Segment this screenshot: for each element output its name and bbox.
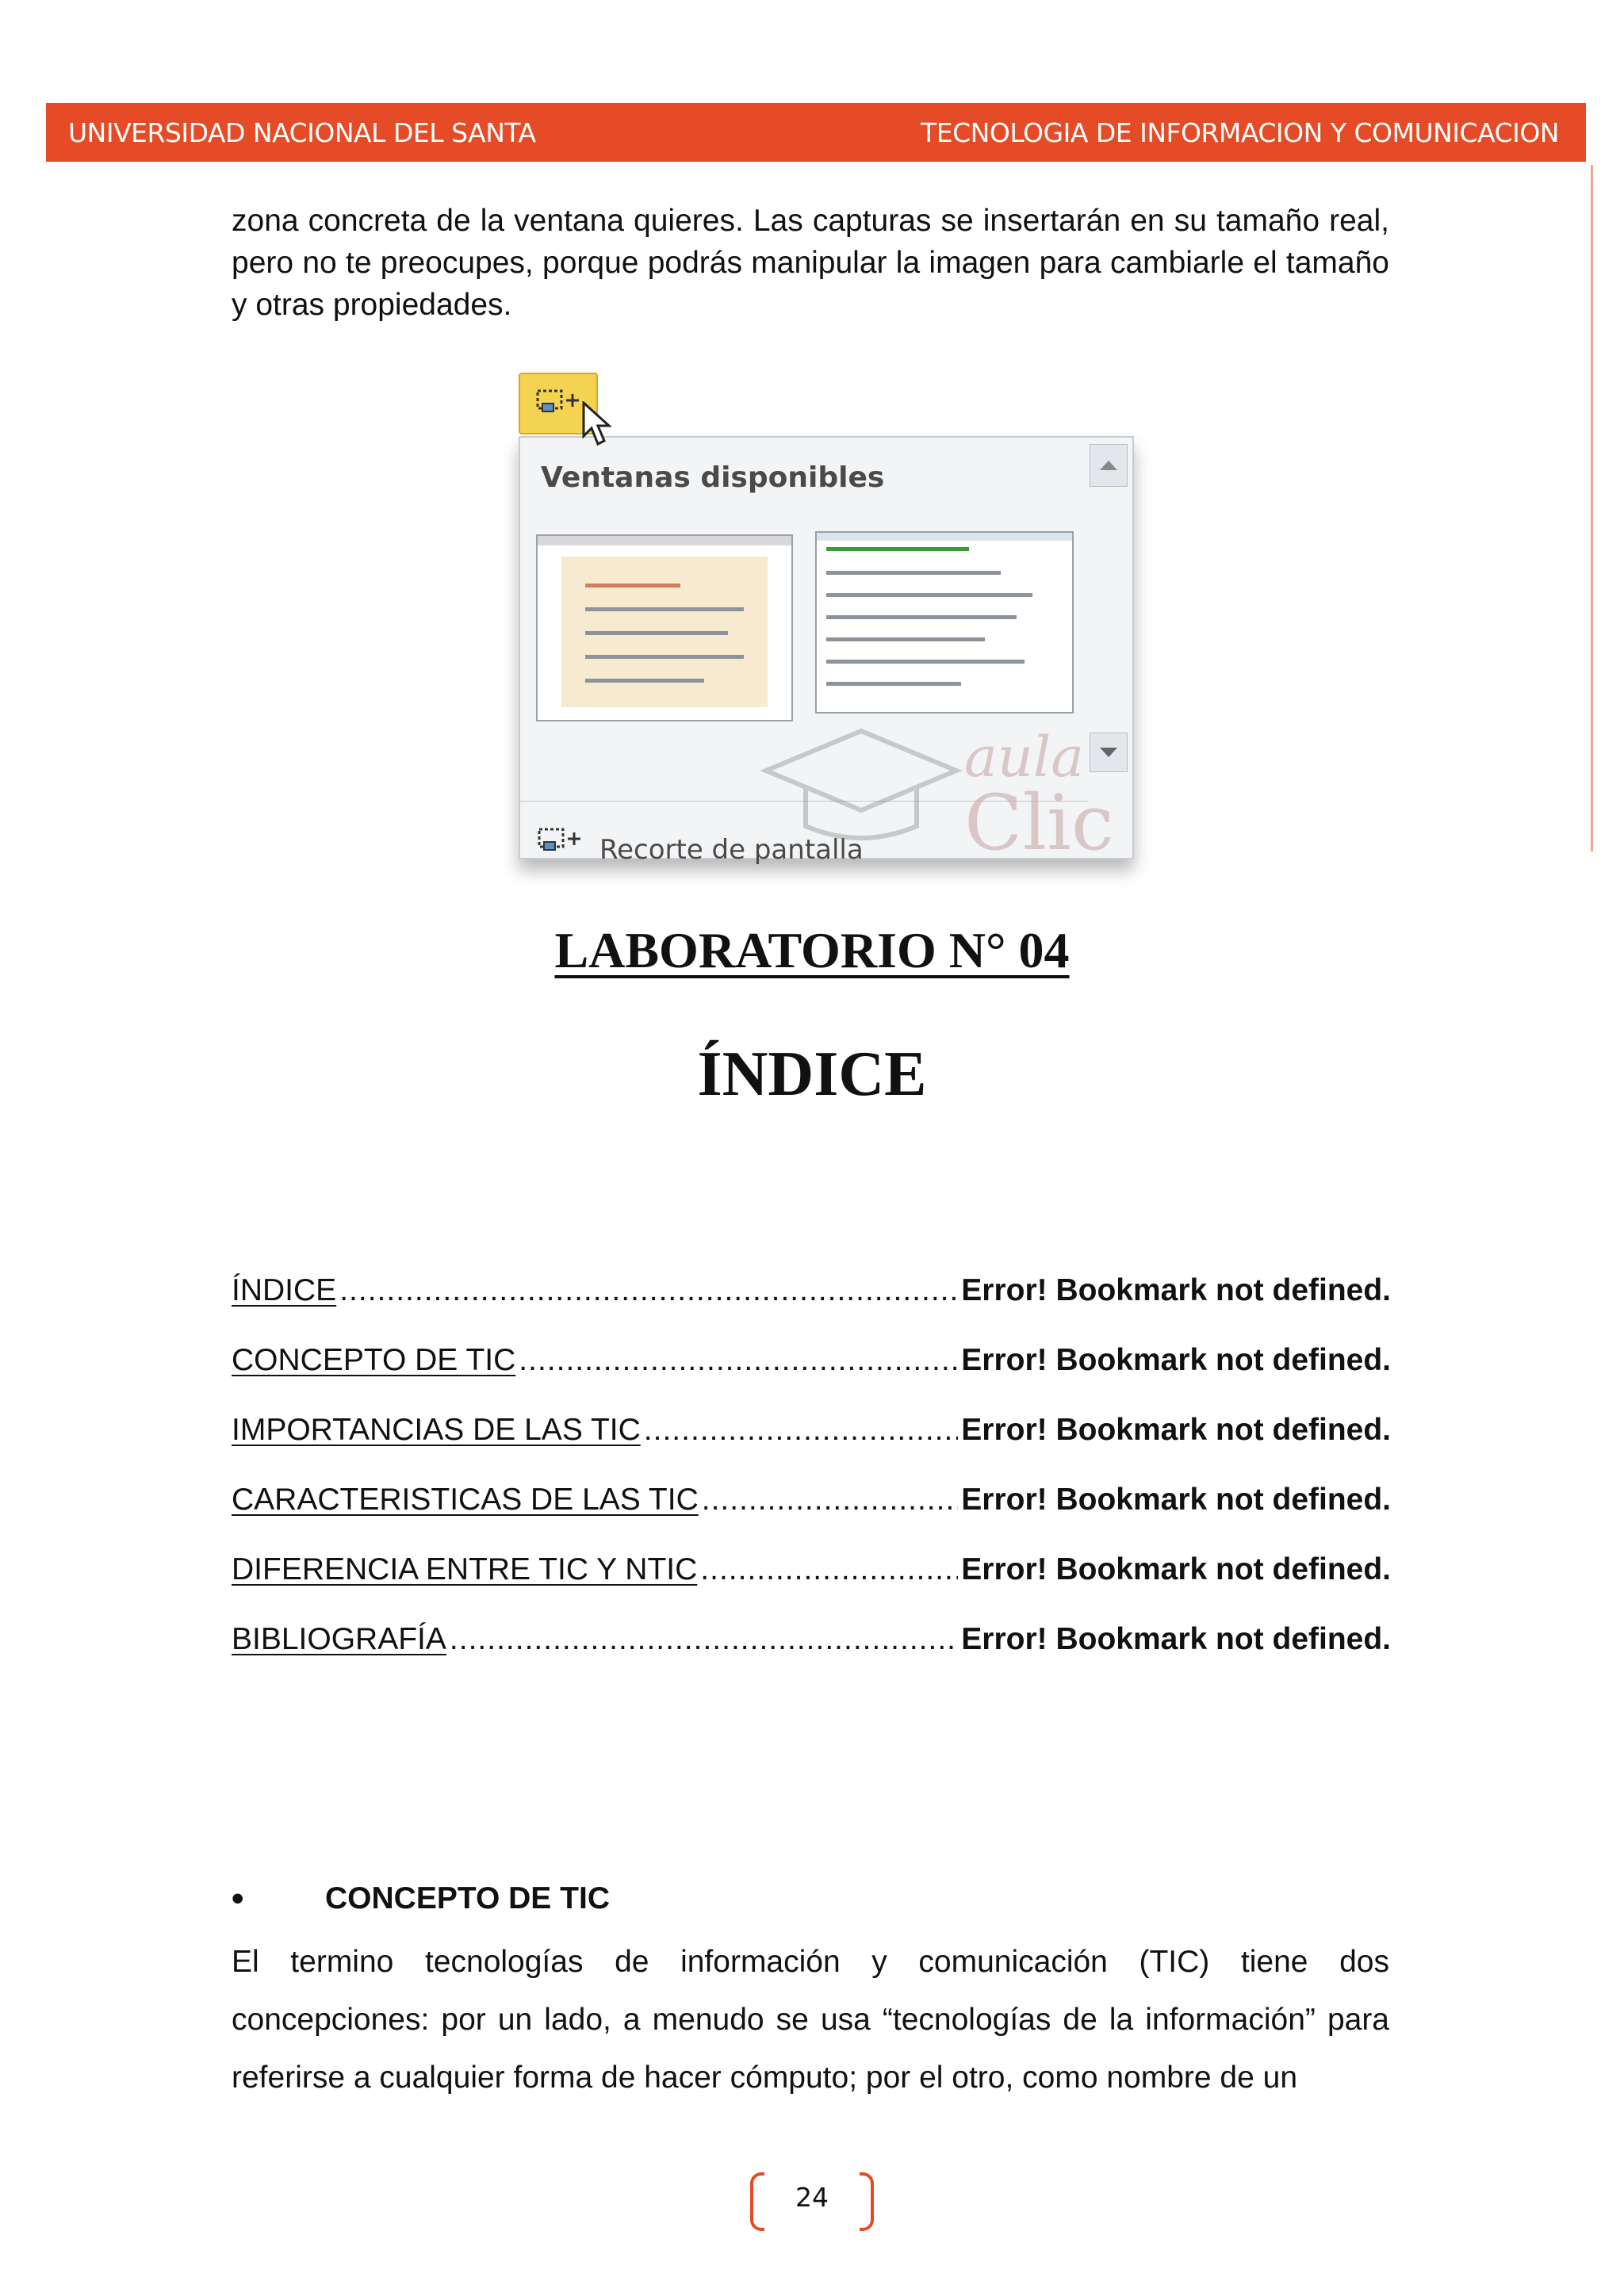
toc-leader-dots — [519, 1343, 958, 1378]
toc-error: Error! Bookmark not defined. — [961, 1413, 1391, 1447]
toc-error: Error! Bookmark not defined. — [961, 1622, 1391, 1656]
toc-leader-dots — [700, 1552, 958, 1587]
toc-leader-dots — [702, 1483, 959, 1517]
toc-entry[interactable] — [232, 1343, 1391, 1413]
header-right: TECNOLOGIA DE INFORMACION Y COMUNICACION — [921, 117, 1559, 148]
toc-entry[interactable] — [232, 1273, 1391, 1343]
toc-link[interactable]: CARACTERISTICAS DE LAS TIC — [232, 1483, 699, 1517]
scroll-up-icon — [1090, 445, 1127, 486]
page-number — [750, 2172, 874, 2228]
toc-leader-dots — [644, 1413, 958, 1448]
page-number-text: 24 — [795, 2182, 829, 2213]
screen-clipping-icon — [536, 823, 587, 864]
available-windows-title: Ventanas disponibles — [541, 461, 885, 494]
toc-leader-dots — [339, 1273, 958, 1308]
toc-entry[interactable] — [232, 1552, 1391, 1622]
scroll-up-button — [1090, 444, 1128, 487]
scroll-down-icon — [1090, 733, 1127, 771]
toc-error: Error! Bookmark not defined. — [961, 1552, 1391, 1586]
toc-link[interactable]: CONCEPTO DE TIC — [232, 1343, 516, 1377]
lab-title: LABORATORIO N° 04 — [554, 922, 1070, 978]
watermark-aula: aula — [964, 725, 1084, 790]
window-thumbnail-browser — [536, 534, 793, 721]
toc-error: Error! Bookmark not defined. — [961, 1483, 1391, 1517]
section-heading-text: CONCEPTO DE TIC — [325, 1881, 610, 1915]
toc-entry[interactable] — [232, 1622, 1391, 1692]
screen-clipping-label: Recorte de pantalla — [599, 834, 864, 866]
header-left: UNIVERSIDAD NACIONAL DEL SANTA — [68, 117, 536, 148]
scroll-down-button — [1090, 733, 1128, 772]
available-windows-panel — [519, 436, 1134, 867]
toc-link[interactable]: IMPORTANCIAS DE LAS TIC — [232, 1413, 641, 1447]
toc-leader-dots — [450, 1622, 958, 1657]
intro-paragraph: zona concreta de la ventana quieres. Las capturas se insertarán en su tamaño real, pero no te preocupes, porque podrás manipular la imagen para cambiarle el tamaño y otras propiedades. — [232, 204, 1389, 322]
toc-error: Error! Bookmark not defined. — [961, 1343, 1391, 1377]
toc-link[interactable]: ÍNDICE — [232, 1273, 337, 1307]
window-thumbnail-editor — [815, 531, 1074, 714]
toc-link[interactable]: DIFERENCIA ENTRE TIC Y NTIC — [232, 1552, 698, 1586]
section-heading — [232, 1879, 610, 1919]
toc-link[interactable]: BIBLIOGRAFÍA — [232, 1622, 446, 1656]
graduation-cap-watermark-icon — [758, 723, 964, 842]
table-of-contents — [232, 1273, 1391, 1692]
screenshot-figure — [519, 373, 1137, 867]
index-title: ÍNDICE — [697, 1039, 927, 1109]
watermark-clic: Clic — [964, 779, 1114, 867]
screen-clip-icon — [534, 386, 582, 421]
section-paragraph: El termino tecnologías de información y comunicación (TIC) tiene dos concepciones: por un lado, a menudo se usa “tecnologías de la información” para referirse a cualquier forma de hacer cómputo; por el otro, como nombre de un — [232, 1945, 1389, 2095]
right-edge-line — [1591, 165, 1593, 851]
toc-entry[interactable] — [232, 1413, 1391, 1483]
bullet-icon: • — [232, 1879, 244, 1918]
toc-entry[interactable] — [232, 1483, 1391, 1552]
mouse-pointer-icon — [580, 401, 612, 447]
header-bar — [46, 103, 1586, 162]
toc-error: Error! Bookmark not defined. — [961, 1273, 1391, 1307]
